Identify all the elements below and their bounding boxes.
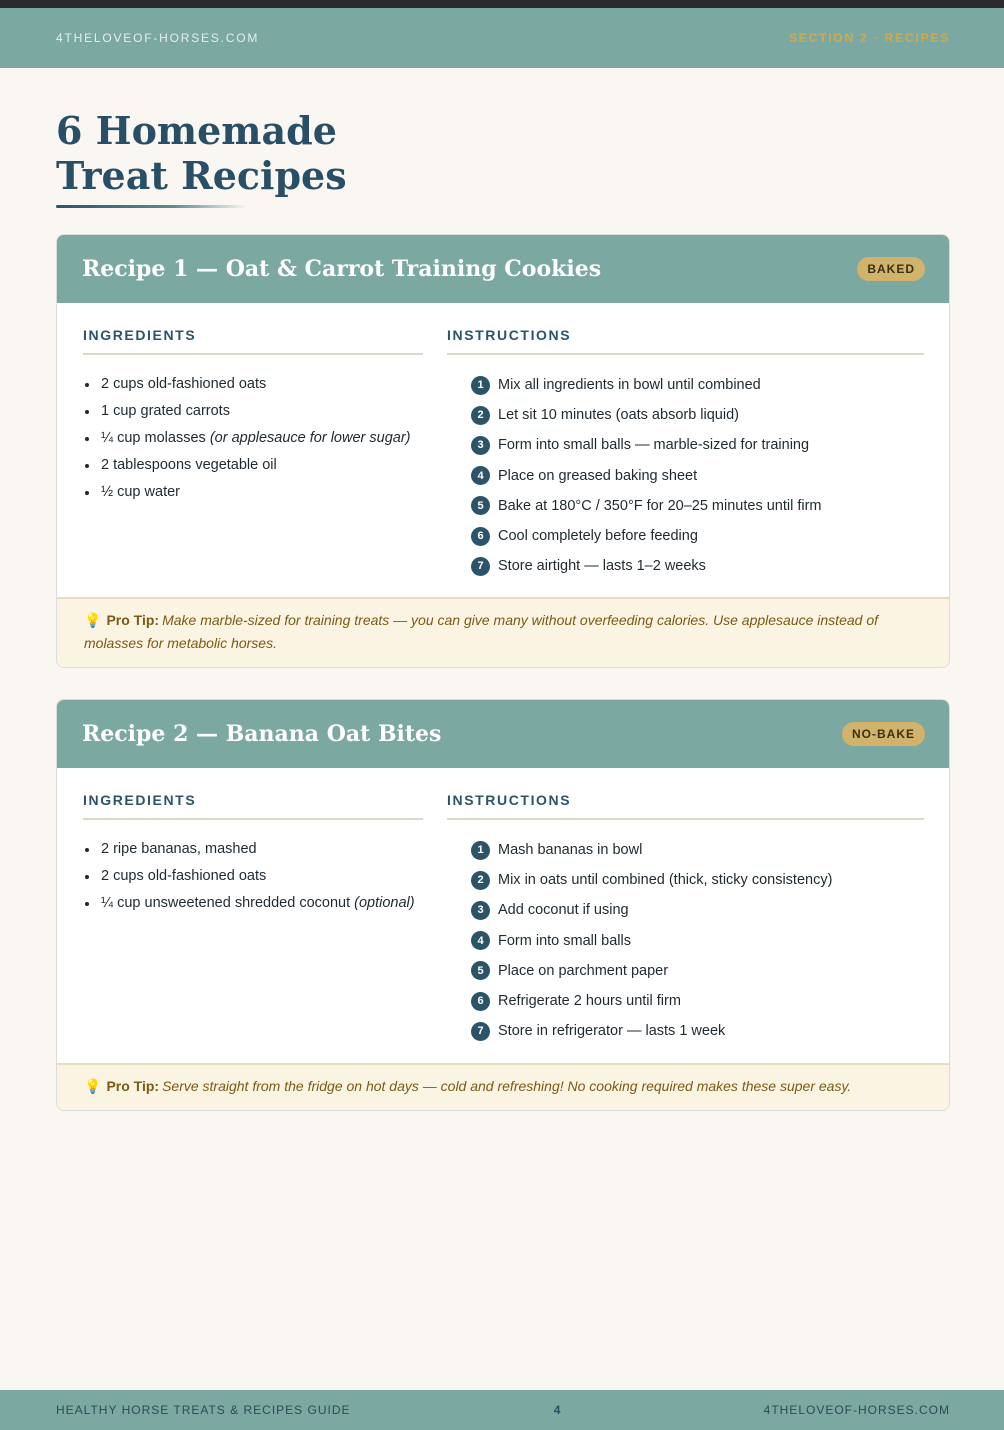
step-number-badge: 2 <box>471 871 490 890</box>
instructions-heading: INSTRUCTIONS <box>447 327 924 355</box>
pro-tip-box <box>57 597 949 667</box>
pro-tip-box <box>57 1063 949 1110</box>
pro-tip-text: Make marble-sized for training treats — you can give many without overfeeding calories. Use applesauce instead of molasses for metabolic horses. <box>84 612 878 651</box>
ingredients-column <box>83 792 423 917</box>
lightbulb-icon: 💡 <box>84 1078 102 1094</box>
ingredients-list <box>83 371 423 506</box>
ingredient-item: ¼ cup molasses (or applesauce for lower sugar) <box>83 425 423 452</box>
page-title <box>56 108 347 198</box>
ingredient-item: 2 tablespoons vegetable oil <box>83 452 423 479</box>
ingredient-note: (optional) <box>354 895 415 911</box>
step-number-badge: 3 <box>471 436 490 455</box>
step-number-badge: 1 <box>471 376 490 395</box>
instruction-step: 4 Place on greased baking sheet <box>447 461 924 491</box>
step-number-badge: 3 <box>471 901 490 920</box>
header-section-label: SECTION 2 · RECIPES <box>789 31 950 45</box>
page-title-line-2: Treat Recipes <box>56 153 347 198</box>
ingredient-item: 2 ripe bananas, mashed <box>83 836 423 863</box>
ingredient-item: 1 cup grated carrots <box>83 398 423 425</box>
ingredient-item: 2 cups old-fashioned oats <box>83 371 423 398</box>
footer-site-name: 4THELOVEOF-HORSES.COM <box>763 1403 950 1417</box>
recipe-type-badge: BAKED <box>857 257 925 281</box>
instruction-step: 6 Refrigerate 2 hours until firm <box>447 986 924 1016</box>
page-header <box>0 8 1004 68</box>
instructions-list <box>447 835 924 1046</box>
step-number-badge: 5 <box>471 961 490 980</box>
page-title-line-1: 6 Homemade <box>56 108 337 153</box>
pro-tip-text: Serve straight from the fridge on hot days — cold and refreshing! No cooking required makes these super easy. <box>162 1078 852 1094</box>
step-number-badge: 6 <box>471 992 490 1011</box>
ingredients-list <box>83 836 423 917</box>
instruction-step: 3 Form into small balls — marble-sized for training <box>447 430 924 460</box>
ingredients-heading: INGREDIENTS <box>83 327 423 355</box>
pro-tip-label: Pro Tip: <box>106 1078 160 1094</box>
instruction-step: 6 Cool completely before feeding <box>447 521 924 551</box>
recipe-card-header <box>57 235 949 303</box>
instructions-column <box>447 327 924 581</box>
recipe-card-2 <box>56 699 950 1111</box>
lightbulb-icon: 💡 <box>84 612 102 628</box>
step-number-badge: 7 <box>471 557 490 576</box>
step-number-badge: 6 <box>471 527 490 546</box>
instruction-step: 5 Bake at 180°C / 350°F for 20–25 minutes until firm <box>447 491 924 521</box>
instruction-step: 7 Store airtight — lasts 1–2 weeks <box>447 551 924 581</box>
instruction-step: 4 Form into small balls <box>447 926 924 956</box>
pro-tip-label: Pro Tip: <box>106 612 160 628</box>
step-number-badge: 2 <box>471 406 490 425</box>
footer-page-number: 4 <box>553 1403 561 1417</box>
ingredient-item: ½ cup water <box>83 479 423 506</box>
ingredient-note: (or applesauce for lower sugar) <box>209 430 411 446</box>
instruction-step: 1 Mix all ingredients in bowl until combined <box>447 370 924 400</box>
page-footer <box>0 1390 1004 1430</box>
instruction-step: 2 Mix in oats until combined (thick, sticky consistency) <box>447 865 924 895</box>
ingredients-column <box>83 327 423 506</box>
instruction-step: 1 Mash bananas in bowl <box>447 835 924 865</box>
recipe-card-1 <box>56 234 950 668</box>
ingredient-item: 2 cups old-fashioned oats <box>83 863 423 890</box>
top-edge-bar <box>0 0 1004 8</box>
instructions-list <box>447 370 924 581</box>
instruction-step: 5 Place on parchment paper <box>447 956 924 986</box>
step-number-badge: 7 <box>471 1022 490 1041</box>
title-underline <box>56 205 248 208</box>
recipe-title: Recipe 1 — Oat & Carrot Training Cookies <box>82 256 602 282</box>
instruction-step: 3 Add coconut if using <box>447 895 924 925</box>
ingredient-item: ¼ cup unsweetened shredded coconut (optional) <box>83 890 423 917</box>
step-number-badge: 1 <box>471 841 490 860</box>
ingredients-heading: INGREDIENTS <box>83 792 423 820</box>
step-number-badge: 5 <box>471 496 490 515</box>
recipe-title: Recipe 2 — Banana Oat Bites <box>82 721 442 747</box>
instruction-step: 2 Let sit 10 minutes (oats absorb liquid) <box>447 400 924 430</box>
instructions-heading: INSTRUCTIONS <box>447 792 924 820</box>
instructions-column <box>447 792 924 1046</box>
step-number-badge: 4 <box>471 931 490 950</box>
recipe-type-badge: NO-BAKE <box>842 722 925 746</box>
footer-guide-title: HEALTHY HORSE TREATS & RECIPES GUIDE <box>56 1403 351 1417</box>
step-number-badge: 4 <box>471 466 490 485</box>
recipe-card-header <box>57 700 949 768</box>
header-site-name: 4THELOVEOF-HORSES.COM <box>56 31 260 45</box>
instruction-step: 7 Store in refrigerator — lasts 1 week <box>447 1016 924 1046</box>
